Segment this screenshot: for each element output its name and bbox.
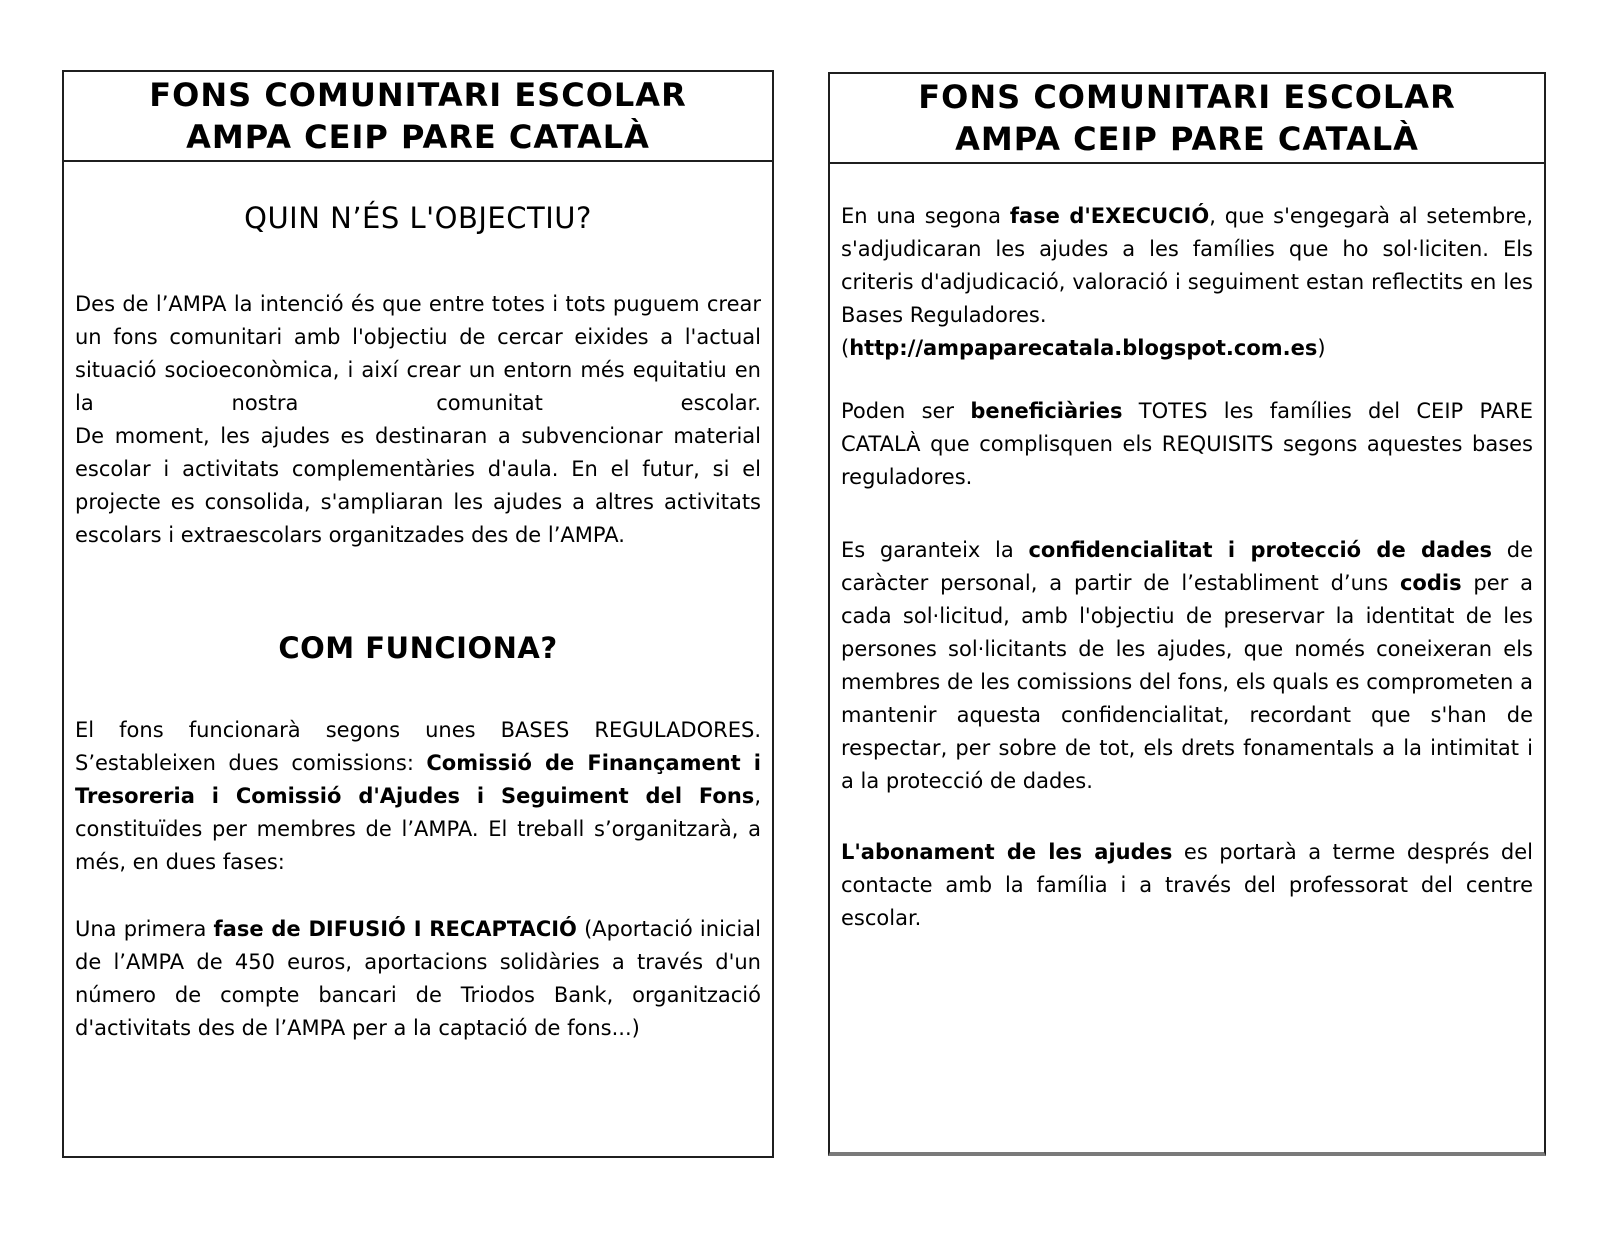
paragraph-funciona: El fons funcionarà segons unes BASES REGULADORES. S’estableixen dues comissions: Comissió de Finançament i Tresoreria i Comissió d'Ajudes i Seguiment del Fons, constituïdes per membres de l’AMPA. El treball s’organitzarà, a més, en dues fases:	[75, 718, 761, 874]
paragraph-objectiu-part1: Des de l’AMPA la intenció és que entre totes i tots puguem crear un fons comunitari amb l'objectiu de cercar eixides a l'actual situació socioeconòmica, i així crear un entorn més equitatiu en la nostra comunitat escolar.	[75, 292, 761, 415]
left-document-header	[64, 72, 772, 162]
section-heading-funciona: COM FUNCIONA?	[278, 631, 558, 665]
document-title-line-1: FONS COMUNITARI ESCOLAR	[149, 76, 687, 114]
paragraph-beneficiaries: Poden ser beneficiàries TOTES les famílies del CEIP PARE CATALÀ que complisquen els REQUISITS segons aquestes bases reguladores.	[841, 399, 1533, 489]
right-document-header	[830, 74, 1544, 164]
left-panel-body	[64, 198, 772, 1045]
section-heading-objectiu: QUIN N’ÉS L'OBJECTIU?	[244, 201, 592, 235]
paragraph-confidencialitat: Es garanteix la confidencialitat i protecció de dades de caràcter personal, a partir de l’establiment d’uns codis per a cada sol·licitud, amb l'objectiu de preservar la identitat de les persones sol·licitants de les ajudes, que només coneixeran els membres de les comissions del fons, els quals es comprometen a mantenir aquesta confidencialitat, recordant que s'han de respectar, per sobre de tot, els drets fonamentals a la intimitat i a la protecció de dades.	[841, 538, 1533, 793]
document-title-line-1: FONS COMUNITARI ESCOLAR	[918, 78, 1456, 116]
left-page-panel	[62, 70, 774, 1158]
paragraph-objectiu-part2: De moment, les ajudes es destinaran a subvencionar material escolar i activitats complementàries d'aula. En el futur, si el projecte es consolida, s'ampliaran les ajudes a altres activitats escolars i extraescolars organitzades des de l’AMPA.	[75, 424, 761, 547]
document-title-line-2: AMPA CEIP PARE CATALÀ	[186, 118, 650, 156]
right-panel-body	[830, 200, 1544, 935]
paragraph-abonament: L'abonament de les ajudes es portarà a terme després del contacte amb la família i a través del professorat del centre escolar.	[841, 840, 1533, 930]
blog-url: (http://ampaparecatala.blogspot.com.es)	[841, 336, 1326, 360]
document-title-line-2: AMPA CEIP PARE CATALÀ	[955, 120, 1419, 158]
paragraph-fase-difusio: Una primera fase de DIFUSIÓ I RECAPTACIÓ (Aportació inicial de l’AMPA de 450 euros, aportacions solidàries a través d'un número de compte bancari de Triodos Bank, organització d'activitats des de l’AMPA per a la captació de fons...)	[75, 917, 761, 1040]
paragraph-fase-execucio: En una segona fase d'EXECUCIÓ, que s'engegarà al setembre, s'adjudicaran les ajudes a les famílies que ho sol·liciten. Els criteris d'adjudicació, valoració i seguiment estan reflectits en les Bases Reguladores.	[841, 204, 1534, 327]
right-page-panel	[828, 72, 1546, 1156]
